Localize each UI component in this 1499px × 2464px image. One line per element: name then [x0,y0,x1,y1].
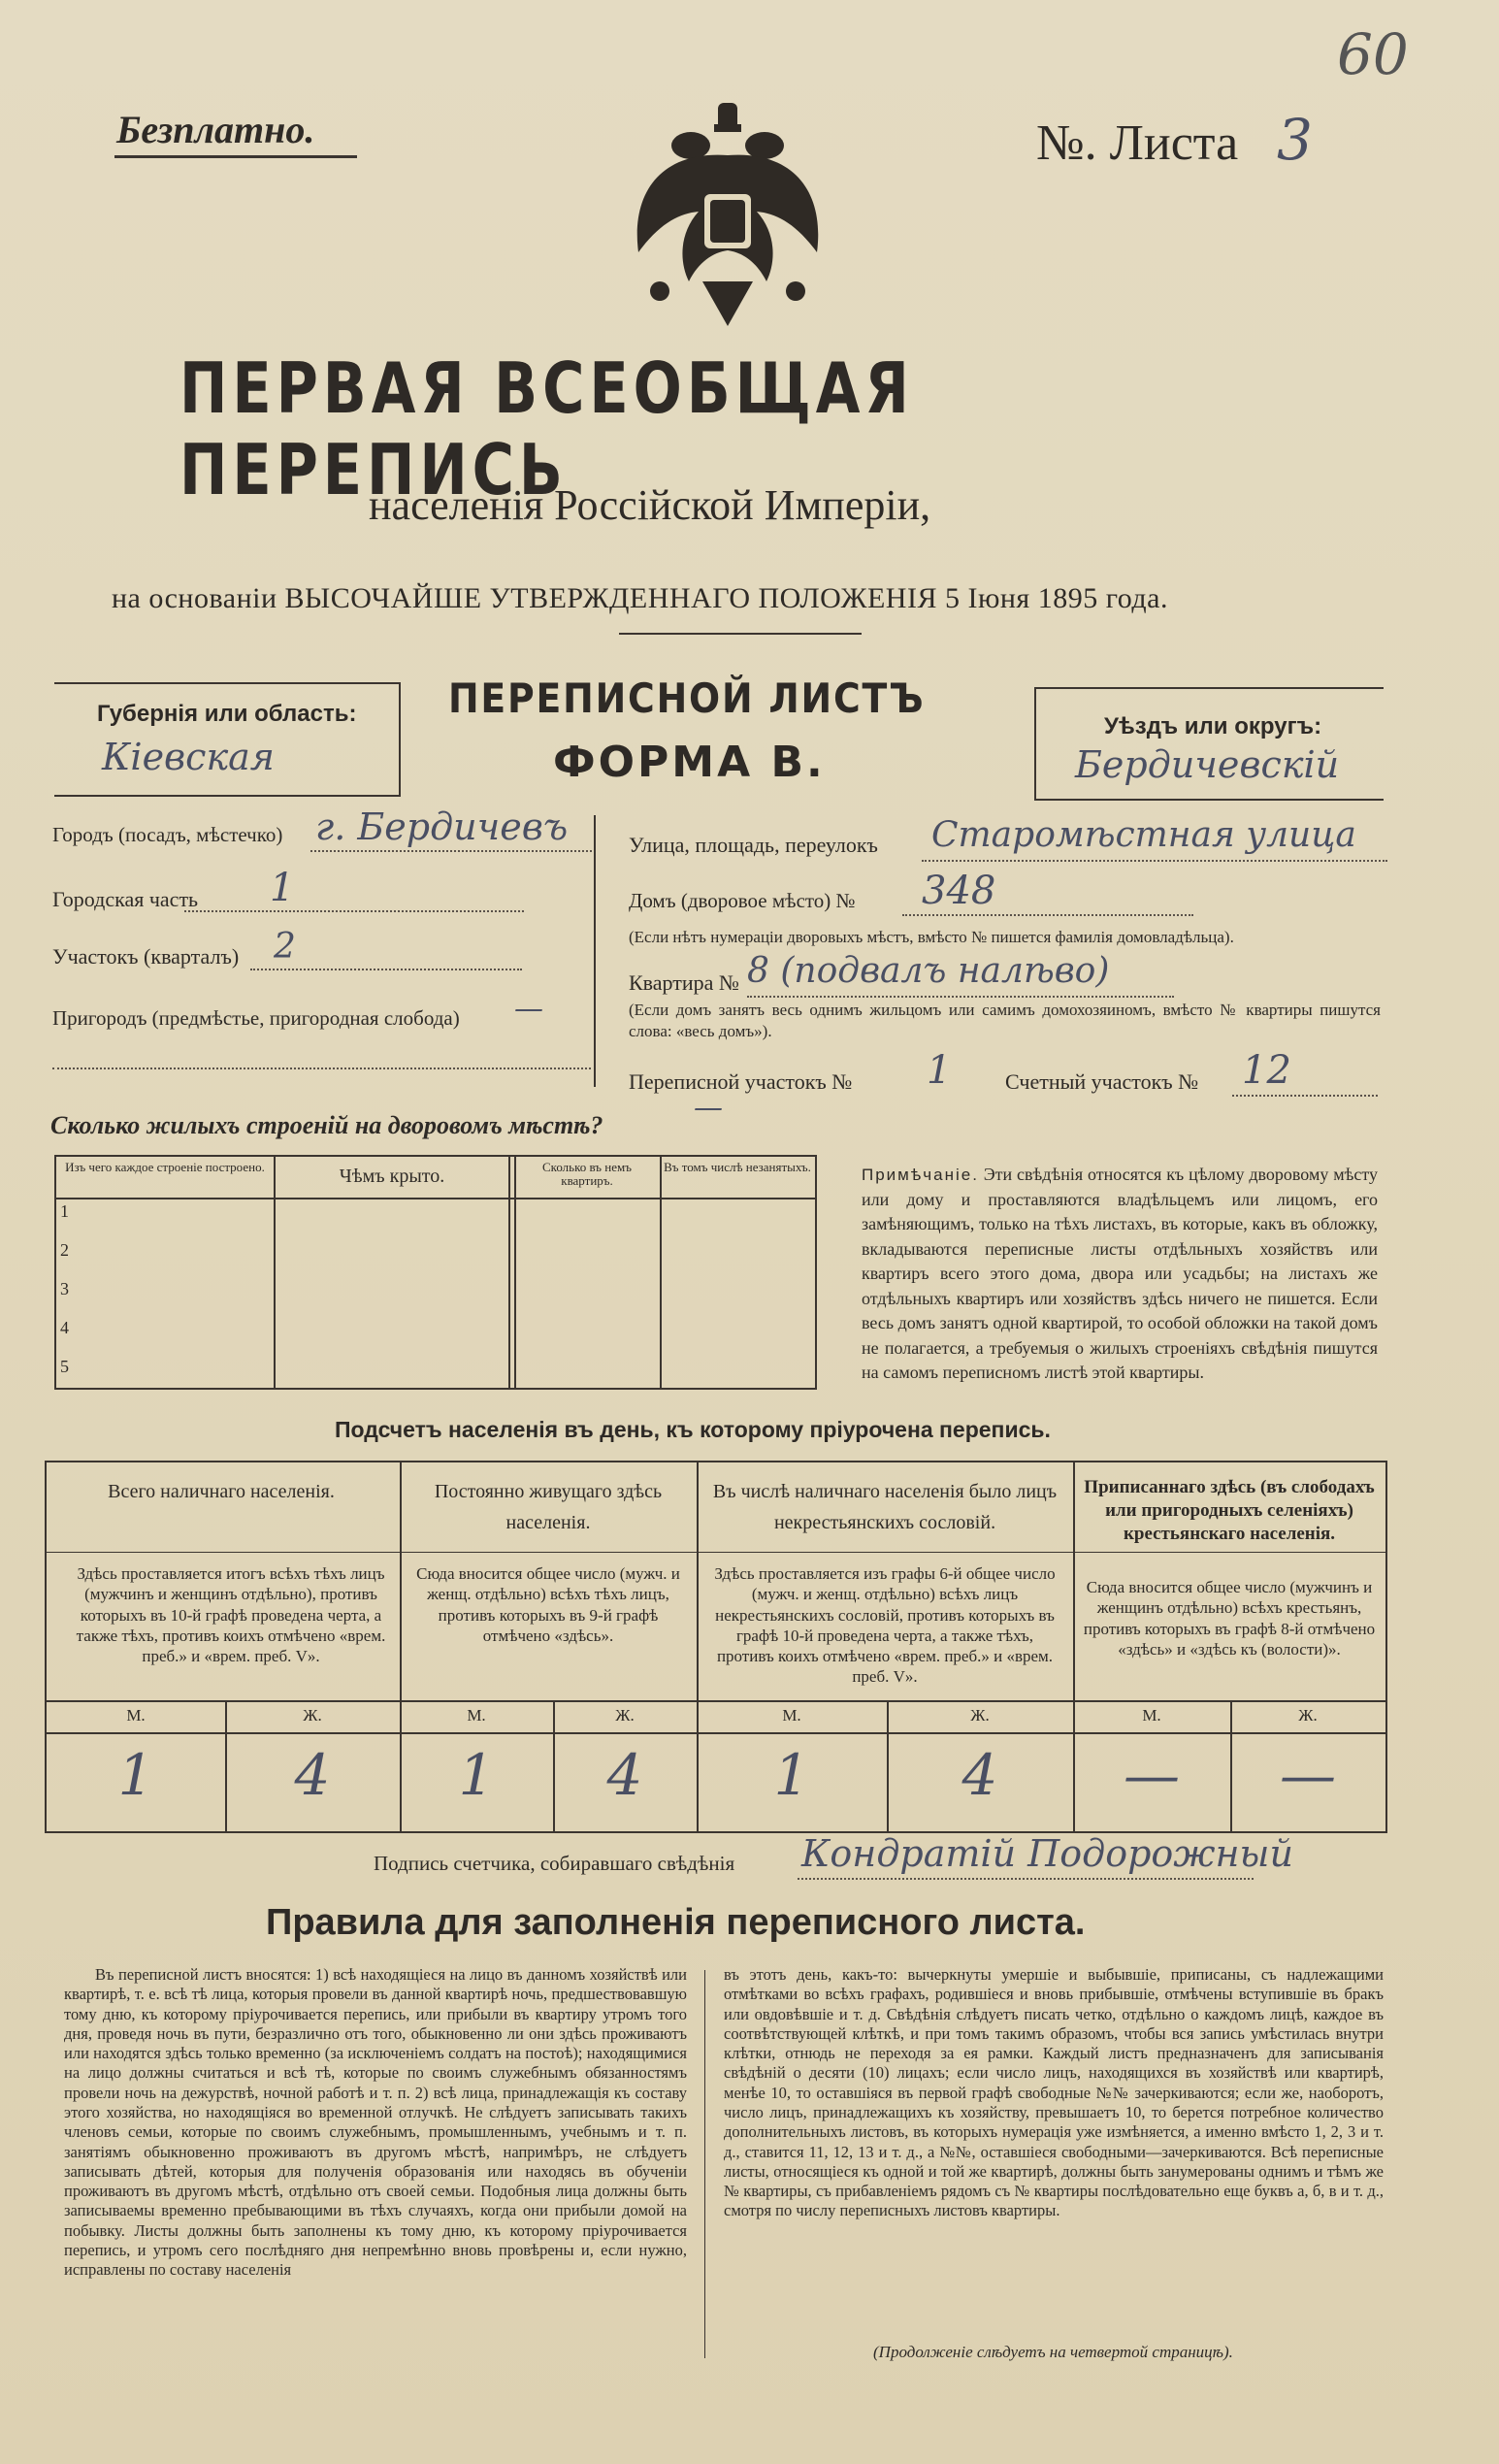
count-col2-male: 1 [458,1742,495,1808]
count-title: Подсчетъ населенія въ день, къ которому пріурочена перепись. [335,1417,1051,1442]
count-col1-female: 4 [294,1742,331,1808]
count-m-label: М. [782,1706,801,1725]
buildings-row-number: 2 [60,1240,69,1260]
buildings-answer: — [694,1091,723,1125]
count-col4-head: Приписаннаго здѣсь (въ слободахъ или пригородныхъ селеніяхъ) крестьянскаго населенія. [1084,1477,1375,1544]
district-value: Бердичевскій [1075,743,1340,786]
rules-continued: (Продолженіе слѣдуетъ на четвертой страницѣ). [873,2343,1233,2361]
count-col1-text: Здѣсь проставляется итогъ всѣхъ тѣхъ лицъ (мужчинъ и женщинъ отдѣльно), противъ которыхъ въ 10-й графѣ проведена черта, а также тѣхъ, противъ коихъ отмѣчено «врем. преб.» и «врем. преб. V». [76,1564,386,1665]
count-col2-female: 4 [606,1742,643,1808]
buildings-row-number: 4 [60,1318,69,1337]
count-m-label: М. [1142,1706,1161,1725]
rules-left-text: Въ переписной листъ вносятся: 1) всѣ находящіеся на лицо въ данномъ хозяйствѣ или квартирѣ, т. е. всѣ тѣ лица, которыя провели въ данной квартирѣ ночь, предшествовавшую тому дню, къ которому пріурочивается перепись, или прибыли въ квартиру утромъ того дня, проведя ночь въ пути, безразлично отъ того, обыкновенно ли они здѣсь проживаютъ или находятся здѣсь только временно (за исключеніемъ солдатъ на постоѣ); находящимися на лицо должны считаться и всѣ тѣ, которые по своимъ служебнымъ обязанностямъ провели ночь на дежурствѣ, ночной работѣ и т. п. 2) всѣ лица, принадлежащія къ составу этого хозяйства, но находящіяся во временной отлучкѣ. Не слѣдуетъ записывать такихъ членовъ семьи, которые по своимъ служебнымъ, промышленнымъ, учебнымъ и т. п. занятіямъ обыкновенно проживаютъ въ другомъ мѣстѣ, напримѣръ, не слѣдуетъ записывать дѣтей, которыя для полученія образованія или находясь въ обученіи проживаютъ въ другомъ мѣстѣ, отдѣльно отъ своей семьи. Подобныя лица должны быть записываемы временно пребывающими въ тѣхъ случаяхъ, когда они прибыли домой на побывку. Листы должны быть заполнены къ тому дню, къ которому пріурочивается перепись, и утромъ сего послѣдняго дня непремѣнно вновь провѣрены и, если нужно, исправлены по составу населенія [64,1965,687,2280]
count-col4-female: — [1280,1742,1336,1808]
precinct-label: Участокъ (кварталъ) [52,944,240,969]
count-f-label: Ж. [970,1706,990,1725]
house-label: Домъ (дворовое мѣсто) № [629,889,856,912]
buildings-header-roof: Чѣмъ крыто. [339,1166,445,1187]
coat-of-arms-emblem [621,97,834,330]
count-m-label: М. [126,1706,146,1725]
count-col3-female: 4 [961,1742,998,1808]
street-value: Старомѣстная улица [931,815,1356,855]
count-col4-male: — [1124,1742,1180,1808]
note-text [862,1163,1378,1386]
house-value: 348 [922,869,996,913]
census-area-value: 1 [927,1048,952,1093]
rules-title: Правила для заполненія переписного листа. [266,1902,1086,1943]
suburb-value: — [514,992,543,1026]
city-value: г. Бердичевъ [315,805,569,848]
count-col3-text: Здѣсь проставляется изъ графы 6-й общее число (мужч. и женщ. отдѣльно) всѣхъ лицъ некрестьянскихъ сословій, противъ которыхъ въ графѣ 10-й проведена черта, а также тѣхъ, противъ коихъ отмѣчено «врем. преб.» и «врем. преб. V». [714,1564,1056,1687]
corner-number: 60 [1337,21,1409,87]
count-col1-head: Всего наличнаго населенія. [108,1481,335,1502]
buildings-table [54,1155,817,1390]
subtitle: населенія Россійской Имперіи, [369,481,931,529]
census-area-label: Переписной участокъ № [629,1069,853,1094]
precinct-value: 2 [274,927,296,967]
basis-line: на основаніи ВЫСОЧАЙШЕ УТВЕРЖДЕННАГО ПОЛОЖЕНІЯ 5 Іюня 1895 года. [112,582,1168,614]
buildings-row-number: 3 [60,1279,69,1298]
apartment-value: 8 (подвалъ налѣво) [747,951,1110,991]
count-col2-head: Постоянно живущаго здѣсь населенія. [434,1481,663,1533]
district-label: Уѣздъ или округъ: [1104,713,1322,739]
count-col3-head: Въ числѣ наличнаго населенія было лицъ некрестьянскихъ сословій. [712,1481,1058,1533]
signature-value: Кондратій Подорожный [801,1832,1293,1875]
free-label: Безплатно. [116,108,315,151]
buildings-row-number: 1 [60,1201,69,1221]
province-label: Губернія или область: [97,701,357,727]
rules-right-text: въ этотъ день, какъ-то: вычеркнуты умершіе и выбывшіе, приписаны, съ надлежащими отмѣтками во всѣхъ графахъ, родившіеся и вновь прибывшіе, отмѣчены вступившіе въ бракъ или овдовѣвшіе и т. д. Свѣдѣнія слѣдуетъ писать четко, отдѣльно о каждомъ лицѣ, каждое въ соотвѣтствующей клѣткѣ, и при томъ такимъ образомъ, чтобы вся запись умѣстилась внутри клѣтки, отнюдь не переходя за ея рамки. Каждый листъ предназначенъ для записыванія свѣдѣній о десяти (10) лицахъ; если число лицъ, находящихся въ хозяйствѣ или квартирѣ, менѣе 10, то оставшіяся въ первой графѣ свободные №№ зачеркиваются; если же, наоборотъ, число лицъ, принадлежащихъ къ хозяйству, превышаетъ 10, то берется потребное количество дополнительныхъ листовъ, въ которыхъ нумерація уже измѣняется, а именно вмѣсто 1, 2, 3 и т. д., ставится 11, 12, 13 и т. д., а №№, оставшіеся свободными—зачеркиваются. Всѣ переписные листы, относящіеся къ одной и той же квартирѣ, должны быть занумерованы однимъ и тѣмъ же № квартиры, съ прибавленіемъ рядомъ съ № квартиры послѣдовательно еще буквъ а, б, в и т. д., смотря по числу переписныхъ листовъ квартиры. [724,1965,1384,2220]
sheet-number-label: №. Листа [1036,115,1239,171]
count-col1-male: 1 [117,1742,154,1808]
city-part-label: Городская часть [52,887,199,911]
note-body: Эти свѣдѣнія относятся къ цѣлому дворовому мѣсту или дому и проставляются владѣльцемъ или лицомъ, его замѣняющимъ, только на тѣхъ листахъ, въ которые, какъ въ обложку, вкладываются переписные листы отдѣльныхъ хозяйствъ или квартиръ всего этого дома, двора или усадьбы; на листахъ же отдѣльныхъ квартиръ или хозяйствъ здѣсь ничего не пишется. Если весь домъ занятъ одной квартирой, то особой обложки на такой домъ не полагается, а требуемыя о жилыхъ строеніяхъ свѣдѣнія пишутся на самомъ переписномъ листѣ этой квартиры. [862,1165,1378,1383]
street-label: Улица, площадь, переулокъ [629,833,878,857]
apartment-note: (Если домъ занятъ весь однимъ жильцомъ или самимъ домохозяиномъ, вмѣсто № квартиры пишутся слова: «весь домъ»). [629,1001,1381,1041]
count-m-label: М. [467,1706,486,1725]
apartment-label: Квартира № [629,970,739,995]
buildings-header-apartments: Сколько въ немъ квартиръ. [542,1160,632,1189]
count-area-label: Счетный участокъ № [1005,1069,1199,1094]
city-label: Городъ (посадъ, мѣстечко) [52,823,283,846]
main-title: ПЕРВАЯ ВСЕОБЩАЯ ПЕРЕПИСЬ [179,347,914,510]
sheet-title: ПЕРЕПИСНОЙ ЛИСТЪ [448,674,926,722]
count-col4-text: Сюда вносится общее число (мужчинъ и женщинъ отдѣльно) всѣхъ крестьянъ, противъ которыхъ въ графѣ 8-й отмѣчено «здѣсь» и «здѣсь къ (волости)». [1083,1578,1376,1659]
suburb-label: Пригородъ (предмѣстье, пригородная слобода) [52,1006,460,1030]
sheet-number-value: 3 [1277,107,1313,173]
count-col3-male: 1 [773,1742,810,1808]
city-part-value: 1 [270,866,295,910]
buildings-header-vacant: Въ томъ числѣ незанятыхъ. [664,1160,811,1174]
house-note: (Если нѣтъ нумераціи дворовыхъ мѣстъ, вмѣсто № пишется фамилія домовладѣльца). [629,928,1234,946]
province-value: Кіевская [102,736,275,778]
count-table [45,1461,1387,1833]
form-title: ФОРМА В. [553,738,826,787]
buildings-header-material: Изъ чего каждое строеніе построено. [65,1160,265,1174]
count-f-label: Ж. [1298,1706,1318,1725]
note-title: Примѣчаніе. [862,1166,979,1184]
count-area-value: 12 [1242,1048,1291,1093]
count-f-label: Ж. [303,1706,322,1725]
buildings-row-number: 5 [60,1357,69,1376]
buildings-question: Сколько жилыхъ строеній на дворовомъ мѣстѣ? [50,1111,603,1139]
signature-label: Подпись счетчика, собиравшаго свѣдѣнія [374,1852,735,1875]
count-f-label: Ж. [615,1706,635,1725]
count-col2-text: Сюда вносится общее число (мужч. и женщ. отдѣльно) всѣхъ тѣхъ лицъ, противъ которыхъ въ 9-й графѣ отмѣчено «здѣсь». [416,1564,680,1645]
